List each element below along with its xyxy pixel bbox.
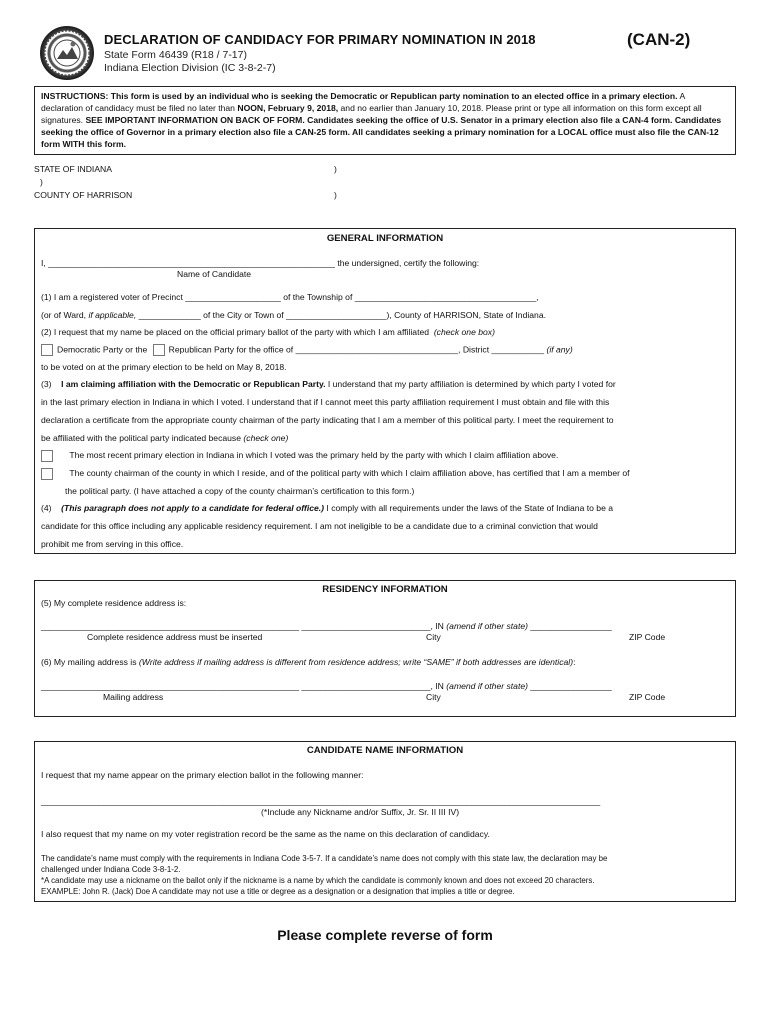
ballot-name-request: I request that my name appear on the primary election ballot in the following manner: — [41, 770, 364, 780]
instructions-box — [34, 86, 736, 155]
item-6-text: (6) My mailing address is — [41, 657, 137, 667]
residence-address-underscores: ______________________________________________________ ___________________________, IN — [41, 621, 444, 631]
seal-graphic — [42, 28, 92, 78]
residence-amend-note: (amend if other state) — [446, 621, 528, 631]
general-heading: GENERAL INFORMATION — [326, 233, 444, 244]
item-2 — [41, 327, 495, 337]
item-3-line-3: declaration a certificate from the appropriate county chairman of the party indicating that I am a member of this political party. I meet the requirement to — [41, 415, 614, 425]
venue-paren-mid: ) — [40, 177, 43, 187]
item-4-line-3: prohibit me from serving in this office. — [41, 539, 184, 549]
name-note-4: EXAMPLE: John R. (Jack) Doe A candidate may not use a title or degree as a designation or a designation that implies a title or degree. — [41, 887, 515, 896]
item-3-number: (3) — [41, 379, 52, 389]
item-1-precinct[interactable]: (1) I am a registered voter of Precinct ____________________ of the Township of ______________________________________, — [41, 292, 539, 302]
candidate-name-heading: CANDIDATE NAME INFORMATION — [306, 745, 464, 756]
item-6 — [41, 657, 575, 667]
instructions-purpose: This form is used by an individual who is seeking the Democratic or Republican party nomination to an elected office in a primary election. — [110, 91, 678, 101]
instructions-label: INSTRUCTIONS: — [41, 91, 109, 101]
party-choice-row — [41, 344, 573, 356]
name-note-2: challenged under Indiana Code 3-8-1-2. — [41, 865, 181, 874]
option-a-checkbox[interactable] — [41, 450, 53, 462]
instructions-deadline-intro: A declaration of candidacy must be filed no later than — [41, 91, 685, 113]
candidate-name-section — [34, 741, 736, 902]
item-2-note: (check one box) — [433, 327, 495, 337]
option-a-row — [41, 450, 558, 462]
item-6-note: (Write address if mailing address is different from residence address; write “SAME” if both addresses are identical) — [138, 657, 574, 667]
candidate-name-line[interactable]: I, ____________________________________________________________ the undersigned, certify the following: — [41, 258, 480, 268]
item-4-rest: I comply with all requirements under the laws of the State of Indiana to be a — [324, 503, 614, 513]
item-1-ward-note: if applicable, — [88, 310, 137, 320]
item-3-line-4 — [41, 433, 288, 443]
republican-checkbox[interactable] — [153, 344, 165, 356]
venue-county: COUNTY OF HARRISON — [34, 190, 133, 200]
name-note-3: *A candidate may use a nickname on the ballot only if the nickname is a name by which the candidate is commonly known and does not exceed 20 characters. — [41, 876, 595, 885]
republican-label[interactable]: Republican Party for the office of __________________________________, District ___________ — [168, 344, 545, 355]
candidate-name-caption: Name of Candidate — [177, 269, 252, 279]
item-4-number: (4) — [41, 503, 52, 513]
state-form-number: State Form 46439 (R18 / 7-17) — [104, 49, 247, 61]
democratic-checkbox[interactable] — [41, 344, 53, 356]
residency-heading: RESIDENCY INFORMATION — [322, 584, 448, 595]
state-seal-icon — [40, 26, 94, 80]
option-b-line-2: the political party. (I have attached a copy of the county chairman’s certification to this form.) — [65, 486, 415, 496]
mailing-amend-note: (amend if other state) — [446, 681, 528, 691]
item-2-text: (2) I request that my name be placed on the official primary ballot of the party with which I am affiliated — [41, 327, 430, 337]
item-4 — [41, 503, 613, 513]
residence-address-caption: Complete residence address must be inserted — [87, 632, 263, 642]
district-note: (if any) — [546, 344, 573, 355]
venue-paren-2: ) — [334, 190, 337, 200]
residence-zip-line: _________________ — [530, 621, 612, 631]
residence-zip-caption: ZIP Code — [629, 632, 666, 642]
democratic-label: Democratic Party or the — [57, 344, 148, 355]
mailing-zip-caption: ZIP Code — [629, 692, 666, 702]
item-4-line-2: candidate for this office including any applicable residency requirement. I am not ineligible to be a candidate due to a criminal conviction that would — [41, 521, 598, 531]
mailing-city-caption: City — [426, 692, 441, 702]
item-1-ward[interactable] — [41, 310, 546, 320]
item-3-line-4-text: be affiliated with the political party indicated because — [41, 433, 242, 443]
item-3-bold: I am claiming affiliation with the Democratic or Republican Party. — [61, 379, 326, 389]
item-4-note: (This paragraph does not apply to a candidate for federal office.) — [61, 503, 325, 513]
ballot-name-line[interactable]: _____________________________________________________________________________________________________________________ — [41, 796, 601, 806]
option-b-text: The county chairman of the county in which I reside, and of the political party with which I claim affiliation above, has certified that I am a member of — [69, 468, 630, 479]
form-code: (CAN-2) — [627, 30, 691, 49]
venue-paren-1: ) — [334, 164, 337, 174]
form-title: DECLARATION OF CANDIDACY FOR PRIMARY NOMINATION IN 2018 — [104, 32, 536, 47]
voter-registration-request: I also request that my name on my voter registration record be the same as the name on this declaration of candidacy. — [41, 829, 490, 839]
option-b-row — [41, 468, 630, 480]
item-3 — [41, 379, 616, 389]
item-3-check-note: (check one) — [243, 433, 289, 443]
mailing-zip-line: _________________ — [530, 681, 612, 691]
election-date: to be voted on at the primary election to be held on May 8, 2018. — [41, 362, 287, 372]
mailing-address-underscores: ______________________________________________________ ___________________________, IN — [41, 681, 444, 691]
venue-state: STATE OF INDIANA — [34, 164, 112, 174]
ballot-name-caption: (*Include any Nickname and/or Suffix, Jr. Sr. II III IV) — [261, 807, 460, 817]
name-note-1: The candidate’s name must comply with the requirements in Indiana Code 3-5-7. If a candidate’s name does not comply with this state law, the declaration may be — [41, 854, 608, 863]
option-b-checkbox[interactable] — [41, 468, 53, 480]
item-3-rest: I understand that my party affiliation is determined by which party I voted for — [325, 379, 616, 389]
reverse-reminder: Please complete reverse of form — [277, 927, 493, 943]
mailing-address-line[interactable] — [41, 681, 612, 691]
election-division: Indiana Election Division (IC 3-8-2-7) — [104, 62, 276, 74]
instructions-important: SEE IMPORTANT INFORMATION ON BACK OF FORM. Candidates seeking the office of U.S. Senator in a primary election also file a CAN-4 form. Candidates seeking the office of Governor in a primary election also file a CAN-25 form. All candidates seeking a primary nomination for a LOCAL office must also file the CAN-12 form WITH this form. — [41, 115, 722, 149]
item-5: (5) My complete residence address is: — [41, 598, 187, 608]
general-information-section — [34, 228, 736, 554]
mailing-address-caption: Mailing address — [103, 692, 164, 702]
item-6-end: : — [573, 657, 576, 667]
instructions-deadline: NOON, February 9, 2018, — [237, 103, 339, 113]
residency-information-section — [34, 580, 736, 717]
residence-city-caption: City — [426, 632, 441, 642]
residence-address-line[interactable] — [41, 621, 612, 631]
option-a-text: The most recent primary election in Indiana in which I voted was the primary held by the party with which I claim affiliation above. — [69, 450, 559, 461]
item-1-ward-pre: (or of Ward, — [41, 310, 89, 320]
item-1-ward-post: _____________ of the City or Town of _____________________), County of HARRISON, State of Indiana. — [136, 310, 546, 320]
instructions-print: and no earlier than January 10, 2018. Please print or type all information on this form except all signatures. — [41, 103, 702, 125]
item-3-line-2: in the last primary election in Indiana in which I voted. I understand that if I cannot meet this party affiliation requirement I must obtain and file with this — [41, 397, 610, 407]
